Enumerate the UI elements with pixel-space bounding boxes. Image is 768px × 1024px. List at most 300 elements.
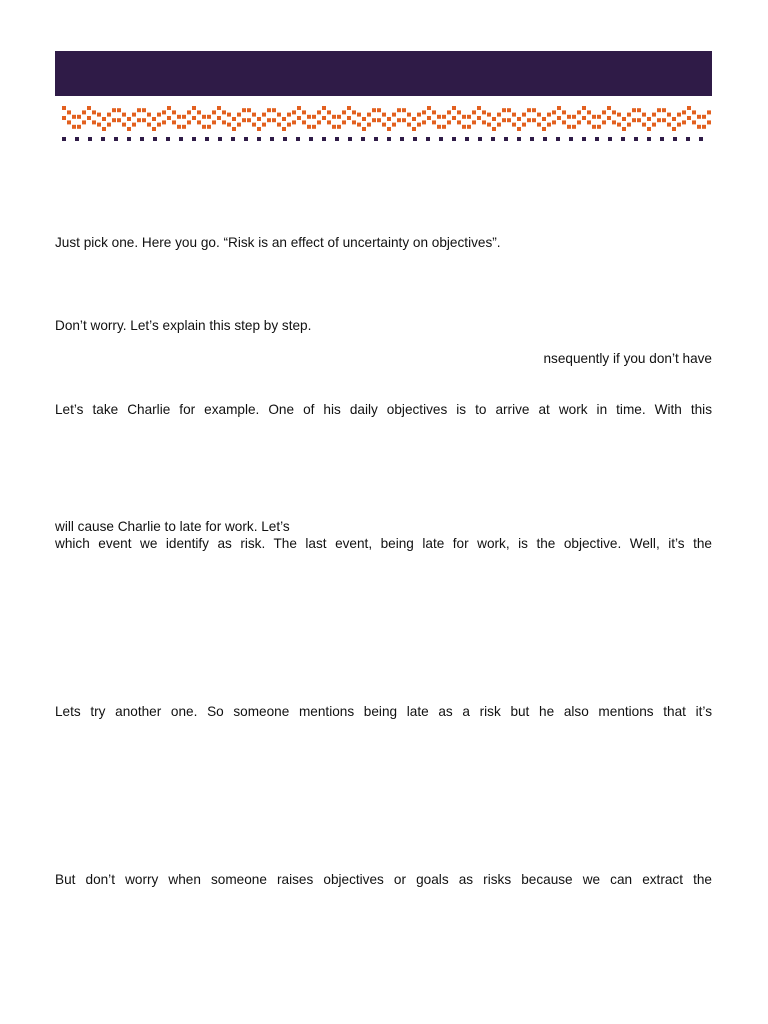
zigzag-dot	[452, 137, 456, 141]
zigzag-stitch	[337, 125, 341, 129]
zigzag-stitch	[402, 108, 406, 112]
zigzag-stitch	[407, 123, 411, 127]
zigzag-stitch	[142, 108, 146, 112]
zigzag-stitch	[527, 118, 531, 122]
zigzag-stitch	[572, 125, 576, 129]
zigzag-dot	[608, 137, 612, 141]
zigzag-stitch	[537, 113, 541, 117]
zigzag-stitch	[517, 127, 521, 131]
zigzag-stitch	[267, 118, 271, 122]
zigzag-stitch	[257, 127, 261, 131]
zigzag-stitch	[612, 120, 616, 124]
zigzag-dot	[426, 137, 430, 141]
zigzag-dot	[491, 137, 495, 141]
zigzag-stitch	[482, 120, 486, 124]
zigzag-stitch	[137, 118, 141, 122]
zigzag-stitch	[112, 118, 116, 122]
zigzag-stitch	[392, 113, 396, 117]
zigzag-stitch	[132, 123, 136, 127]
text-line-definition: Just pick one. Here you go. “Risk is an effect of uncertainty on objectives”.	[55, 235, 501, 250]
zigzag-stitch	[347, 116, 351, 120]
zigzag-dot	[478, 137, 482, 141]
zigzag-dot	[205, 137, 209, 141]
zigzag-stitch	[72, 125, 76, 129]
zigzag-stitch	[382, 113, 386, 117]
zigzag-stitch	[582, 116, 586, 120]
zigzag-stitch	[657, 118, 661, 122]
zigzag-stitch	[417, 113, 421, 117]
zigzag-stitch	[532, 118, 536, 122]
zigzag-decorative-border	[55, 104, 712, 146]
zigzag-stitch	[217, 116, 221, 120]
zigzag-stitch	[587, 110, 591, 114]
zigzag-stitch	[132, 113, 136, 117]
zigzag-stitch	[92, 110, 96, 114]
zigzag-stitch	[702, 125, 706, 129]
zigzag-stitch	[682, 120, 686, 124]
zigzag-stitch	[627, 113, 631, 117]
zigzag-dot	[699, 137, 703, 141]
zigzag-stitch	[462, 125, 466, 129]
zigzag-stitch	[167, 106, 171, 110]
text-line-charlie-example: Let’s take Charlie for example. One of his daily objectives is to arrive at work in time. With this	[55, 402, 712, 417]
zigzag-stitch	[197, 120, 201, 124]
zigzag-stitch	[387, 117, 391, 121]
zigzag-stitch	[472, 110, 476, 114]
zigzag-stitch	[692, 120, 696, 124]
zigzag-stitch	[127, 127, 131, 131]
zigzag-stitch	[552, 110, 556, 114]
zigzag-stitch	[612, 110, 616, 114]
zigzag-stitch	[292, 110, 296, 114]
zigzag-stitch	[397, 108, 401, 112]
zigzag-stitch	[532, 108, 536, 112]
zigzag-stitch	[77, 125, 81, 129]
zigzag-stitch	[577, 110, 581, 114]
zigzag-stitch	[692, 110, 696, 114]
zigzag-dot	[140, 137, 144, 141]
zigzag-stitch	[687, 106, 691, 110]
zigzag-stitch	[297, 106, 301, 110]
zigzag-stitch	[707, 120, 711, 124]
zigzag-stitch	[427, 116, 431, 120]
zigzag-dot	[647, 137, 651, 141]
zigzag-dot	[257, 137, 261, 141]
zigzag-stitch	[682, 110, 686, 114]
zigzag-stitch	[307, 125, 311, 129]
zigzag-stitch	[522, 123, 526, 127]
zigzag-dot	[309, 137, 313, 141]
zigzag-stitch	[462, 115, 466, 119]
zigzag-stitch	[537, 123, 541, 127]
zigzag-stitch	[287, 113, 291, 117]
zigzag-dot	[62, 137, 66, 141]
zigzag-dot	[517, 137, 521, 141]
zigzag-stitch	[487, 113, 491, 117]
zigzag-stitch	[192, 106, 196, 110]
text-line-another-one: Lets try another one. So someone mentions being late as a risk but he also mentions that it’s	[55, 704, 712, 719]
zigzag-stitch	[412, 127, 416, 131]
zigzag-stitch	[282, 127, 286, 131]
zigzag-dot	[556, 137, 560, 141]
zigzag-dot	[595, 137, 599, 141]
zigzag-stitch	[677, 113, 681, 117]
zigzag-dot	[439, 137, 443, 141]
zigzag-stitch	[552, 120, 556, 124]
zigzag-stitch	[322, 116, 326, 120]
zigzag-stitch	[102, 127, 106, 131]
zigzag-dot	[504, 137, 508, 141]
zigzag-stitch	[562, 120, 566, 124]
zigzag-dot	[361, 137, 365, 141]
zigzag-stitch	[482, 110, 486, 114]
zigzag-stitch	[642, 123, 646, 127]
zigzag-stitch	[62, 116, 66, 120]
zigzag-stitch	[442, 115, 446, 119]
zigzag-stitch	[92, 120, 96, 124]
zigzag-stitch	[457, 120, 461, 124]
zigzag-dot	[465, 137, 469, 141]
zigzag-stitch	[272, 118, 276, 122]
zigzag-stitch	[437, 115, 441, 119]
zigzag-stitch	[677, 123, 681, 127]
zigzag-stitch	[662, 118, 666, 122]
zigzag-stitch	[617, 113, 621, 117]
zigzag-stitch	[242, 108, 246, 112]
zigzag-stitch	[362, 117, 366, 121]
zigzag-stitch	[492, 117, 496, 121]
zigzag-stitch	[667, 123, 671, 127]
zigzag-stitch	[407, 113, 411, 117]
zigzag-dot	[283, 137, 287, 141]
zigzag-stitch	[232, 117, 236, 121]
zigzag-stitch	[297, 116, 301, 120]
zigzag-stitch	[237, 113, 241, 117]
zigzag-stitch	[452, 116, 456, 120]
zigzag-stitch	[507, 108, 511, 112]
zigzag-stitch	[317, 110, 321, 114]
zigzag-stitch	[177, 125, 181, 129]
zigzag-stitch	[637, 118, 641, 122]
zigzag-dot	[270, 137, 274, 141]
zigzag-stitch	[372, 108, 376, 112]
zigzag-stitch	[97, 123, 101, 127]
zigzag-stitch	[147, 123, 151, 127]
zigzag-stitch	[707, 110, 711, 114]
zigzag-stitch	[687, 116, 691, 120]
zigzag-stitch	[362, 127, 366, 131]
zigzag-stitch	[262, 123, 266, 127]
zigzag-stitch	[277, 113, 281, 117]
zigzag-dot	[621, 137, 625, 141]
zigzag-stitch	[367, 113, 371, 117]
zigzag-stitch	[137, 108, 141, 112]
zigzag-stitch	[487, 123, 491, 127]
zigzag-stitch	[557, 116, 561, 120]
zigzag-stitch	[672, 127, 676, 131]
zigzag-stitch	[332, 115, 336, 119]
zigzag-stitch	[672, 117, 676, 121]
zigzag-stitch	[302, 110, 306, 114]
zigzag-stitch	[317, 120, 321, 124]
zigzag-stitch	[607, 116, 611, 120]
zigzag-stitch	[392, 123, 396, 127]
zigzag-stitch	[167, 116, 171, 120]
zigzag-dot	[400, 137, 404, 141]
zigzag-stitch	[587, 120, 591, 124]
zigzag-stitch	[252, 123, 256, 127]
zigzag-stitch	[632, 118, 636, 122]
zigzag-stitch	[117, 118, 121, 122]
zigzag-stitch	[547, 113, 551, 117]
zigzag-stitch	[102, 117, 106, 121]
zigzag-stitch	[642, 113, 646, 117]
zigzag-stitch	[497, 113, 501, 117]
zigzag-stitch	[592, 115, 596, 119]
zigzag-stitch	[342, 120, 346, 124]
zigzag-stitch	[332, 125, 336, 129]
zigzag-stitch	[562, 110, 566, 114]
zigzag-dot	[166, 137, 170, 141]
zigzag-stitch	[77, 115, 81, 119]
zigzag-dot	[88, 137, 92, 141]
zigzag-stitch	[442, 125, 446, 129]
zigzag-dot	[634, 137, 638, 141]
zigzag-dot	[387, 137, 391, 141]
zigzag-stitch	[312, 115, 316, 119]
zigzag-stitch	[372, 118, 376, 122]
zigzag-stitch	[502, 118, 506, 122]
zigzag-stitch	[452, 106, 456, 110]
zigzag-stitch	[547, 123, 551, 127]
zigzag-stitch	[247, 108, 251, 112]
zigzag-stitch	[387, 127, 391, 131]
zigzag-stitch	[402, 118, 406, 122]
zigzag-stitch	[357, 113, 361, 117]
zigzag-stitch	[577, 120, 581, 124]
zigzag-stitch	[422, 120, 426, 124]
zigzag-stitch	[417, 123, 421, 127]
zigzag-dot	[673, 137, 677, 141]
zigzag-stitch	[492, 127, 496, 131]
zigzag-stitch	[607, 106, 611, 110]
zigzag-stitch	[97, 113, 101, 117]
zigzag-stitch	[477, 106, 481, 110]
zigzag-stitch	[282, 117, 286, 121]
zigzag-stitch	[182, 115, 186, 119]
zigzag-stitch	[82, 110, 86, 114]
zigzag-stitch	[272, 108, 276, 112]
zigzag-stitch	[267, 108, 271, 112]
zigzag-stitch	[422, 110, 426, 114]
zigzag-dot	[192, 137, 196, 141]
zigzag-stitch	[592, 125, 596, 129]
zigzag-stitch	[527, 108, 531, 112]
zigzag-dot	[582, 137, 586, 141]
zigzag-dot	[413, 137, 417, 141]
zigzag-dot	[218, 137, 222, 141]
zigzag-stitch	[432, 110, 436, 114]
zigzag-stitch	[67, 110, 71, 114]
zigzag-stitch	[202, 115, 206, 119]
zigzag-stitch	[147, 113, 151, 117]
zigzag-stitch	[347, 106, 351, 110]
zigzag-stitch	[542, 127, 546, 131]
zigzag-dot	[374, 137, 378, 141]
zigzag-stitch	[142, 118, 146, 122]
zigzag-dot	[114, 137, 118, 141]
zigzag-stitch	[652, 123, 656, 127]
zigzag-dot	[153, 137, 157, 141]
zigzag-stitch	[197, 110, 201, 114]
zigzag-dot	[322, 137, 326, 141]
zigzag-stitch	[232, 127, 236, 131]
zigzag-stitch	[377, 118, 381, 122]
zigzag-stitch	[122, 113, 126, 117]
zigzag-stitch	[357, 123, 361, 127]
zigzag-stitch	[657, 108, 661, 112]
zigzag-stitch	[107, 113, 111, 117]
text-line-dont-worry-goals: But don’t worry when someone raises objectives or goals as risks because we can extract the	[55, 872, 712, 887]
zigzag-stitch	[542, 117, 546, 121]
zigzag-stitch	[622, 117, 626, 121]
zigzag-stitch	[572, 115, 576, 119]
zigzag-stitch	[322, 106, 326, 110]
zigzag-stitch	[257, 117, 261, 121]
zigzag-stitch	[517, 117, 521, 121]
zigzag-stitch	[152, 127, 156, 131]
zigzag-stitch	[567, 115, 571, 119]
zigzag-stitch	[647, 117, 651, 121]
zigzag-stitch	[237, 123, 241, 127]
zigzag-stitch	[122, 123, 126, 127]
zigzag-stitch	[127, 117, 131, 121]
zigzag-stitch	[157, 123, 161, 127]
zigzag-stitch	[447, 110, 451, 114]
zigzag-stitch	[352, 110, 356, 114]
zigzag-stitch	[217, 106, 221, 110]
zigzag-stitch	[477, 116, 481, 120]
zigzag-stitch	[522, 113, 526, 117]
zigzag-dot	[335, 137, 339, 141]
zigzag-stitch	[302, 120, 306, 124]
zigzag-stitch	[352, 120, 356, 124]
header-band	[55, 51, 712, 96]
zigzag-dot	[231, 137, 235, 141]
zigzag-stitch	[182, 125, 186, 129]
zigzag-stitch	[557, 106, 561, 110]
zigzag-stitch	[262, 113, 266, 117]
zigzag-stitch	[107, 123, 111, 127]
zigzag-stitch	[512, 113, 516, 117]
zigzag-stitch	[247, 118, 251, 122]
zigzag-stitch	[597, 125, 601, 129]
zigzag-dot	[101, 137, 105, 141]
zigzag-stitch	[82, 120, 86, 124]
zigzag-stitch	[162, 120, 166, 124]
zigzag-stitch	[377, 108, 381, 112]
zigzag-stitch	[172, 110, 176, 114]
zigzag-stitch	[627, 123, 631, 127]
zigzag-stitch	[437, 125, 441, 129]
zigzag-stitch	[497, 123, 501, 127]
zigzag-stitch	[72, 115, 76, 119]
zigzag-stitch	[327, 120, 331, 124]
zigzag-stitch	[622, 127, 626, 131]
text-line-late-for-work: will cause Charlie to late for work. Let’s	[55, 519, 290, 534]
zigzag-stitch	[287, 123, 291, 127]
zigzag-stitch	[382, 123, 386, 127]
zigzag-stitch	[202, 125, 206, 129]
zigzag-stitch	[337, 115, 341, 119]
zigzag-stitch	[467, 125, 471, 129]
zigzag-stitch	[157, 113, 161, 117]
zigzag-stitch	[227, 113, 231, 117]
zigzag-stitch	[432, 120, 436, 124]
zigzag-stitch	[307, 115, 311, 119]
zigzag-stitch	[667, 113, 671, 117]
zigzag-stitch	[412, 117, 416, 121]
zigzag-stitch	[367, 123, 371, 127]
zigzag-stitch	[582, 106, 586, 110]
zigzag-stitch	[62, 106, 66, 110]
zigzag-stitch	[292, 120, 296, 124]
text-line-dont-worry: Don’t worry. Let’s explain this step by step.	[55, 318, 312, 333]
zigzag-stitch	[222, 120, 226, 124]
zigzag-stitch	[187, 110, 191, 114]
text-line-identify-risk: which event we identify as risk. The last event, being late for work, is the objective. Well, it’s the	[55, 536, 712, 551]
zigzag-stitch	[472, 120, 476, 124]
zigzag-stitch	[277, 123, 281, 127]
zigzag-stitch	[602, 120, 606, 124]
zigzag-stitch	[312, 125, 316, 129]
text-line-consequently: nsequently if you don’t have	[543, 351, 712, 366]
zigzag-stitch	[87, 116, 91, 120]
zigzag-stitch	[602, 110, 606, 114]
zigzag-stitch	[177, 115, 181, 119]
zigzag-stitch	[637, 108, 641, 112]
zigzag-stitch	[87, 106, 91, 110]
zigzag-stitch	[617, 123, 621, 127]
zigzag-stitch	[212, 110, 216, 114]
zigzag-stitch	[662, 108, 666, 112]
zigzag-stitch	[172, 120, 176, 124]
zigzag-dot	[179, 137, 183, 141]
zigzag-stitch	[457, 110, 461, 114]
zigzag-stitch	[652, 113, 656, 117]
zigzag-stitch	[342, 110, 346, 114]
zigzag-stitch	[207, 115, 211, 119]
zigzag-stitch	[447, 120, 451, 124]
zigzag-dot	[244, 137, 248, 141]
zigzag-stitch	[227, 123, 231, 127]
zigzag-stitch	[467, 115, 471, 119]
zigzag-stitch	[697, 115, 701, 119]
zigzag-stitch	[67, 120, 71, 124]
zigzag-stitch	[187, 120, 191, 124]
zigzag-dot	[127, 137, 131, 141]
zigzag-stitch	[152, 117, 156, 121]
zigzag-stitch	[427, 106, 431, 110]
zigzag-dot	[660, 137, 664, 141]
zigzag-stitch	[597, 115, 601, 119]
zigzag-dot	[569, 137, 573, 141]
zigzag-stitch	[697, 125, 701, 129]
zigzag-stitch	[207, 125, 211, 129]
zigzag-dot	[75, 137, 79, 141]
zigzag-dot	[543, 137, 547, 141]
zigzag-stitch	[632, 108, 636, 112]
